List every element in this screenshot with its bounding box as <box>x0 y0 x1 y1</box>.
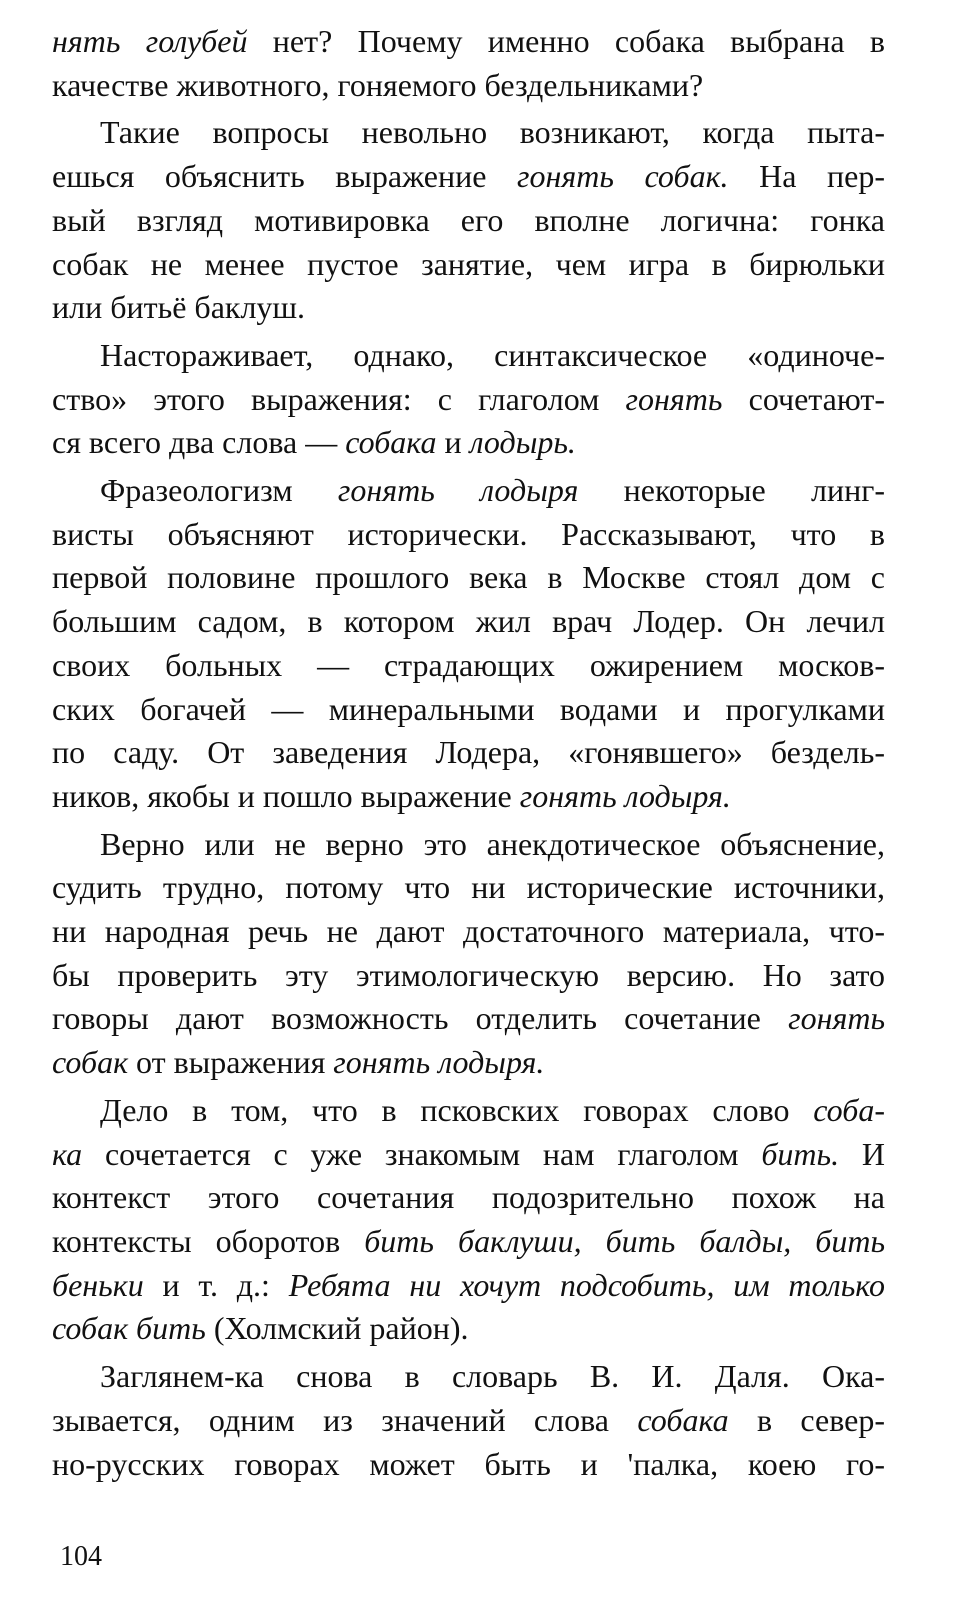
text-run: или битьё баклуш. <box>52 289 306 326</box>
italic-term: Ребята ни хочут подсобить, им только <box>288 1266 885 1303</box>
text-run: На пер- <box>728 158 886 195</box>
text-run: ся всего два слова — <box>52 424 346 461</box>
text-line <box>52 731 885 775</box>
italic-term: беньки <box>52 1266 144 1303</box>
text-line <box>52 1307 885 1351</box>
text-line <box>52 286 885 330</box>
italic-term: бить. <box>761 1135 840 1172</box>
text-line <box>52 199 885 243</box>
text-run: Заглянем-ка снова в словарь В. И. Даля. Ока- <box>100 1358 885 1395</box>
text-line <box>52 823 885 867</box>
text-line <box>52 1443 885 1487</box>
paragraph <box>52 823 885 1085</box>
paragraph <box>52 334 885 465</box>
text-run: вый взгляд мотивировка его вполне логична: гонка <box>52 201 885 238</box>
text-run: (Холмский район). <box>205 1310 469 1347</box>
italic-term: гонять лодыря. <box>333 1044 545 1081</box>
italic-term: бить баклуши, бить балды, бить <box>364 1222 885 1259</box>
text-run: контекст этого сочетания подозрительно похож на <box>52 1179 885 1216</box>
text-run: говоры дают возможность отделить сочетание <box>52 1000 789 1037</box>
italic-term: гонять лодыря <box>337 472 579 509</box>
text-run: в север- <box>728 1401 886 1438</box>
text-line <box>52 243 885 287</box>
paragraph <box>52 1355 885 1486</box>
text-line <box>52 600 885 644</box>
text-run: сочетают- <box>722 380 886 417</box>
text-run: контексты оборотов <box>52 1222 365 1259</box>
text-line <box>52 954 885 998</box>
italic-term: гонять собак. <box>517 158 729 195</box>
text-run: Настораживает, однако, синтаксическое «одиноче- <box>100 336 885 373</box>
text-run: своих больных — страдающих ожирением москов- <box>52 646 885 683</box>
text-line <box>52 556 885 600</box>
text-run: зывается, одним из значений слова <box>52 1401 638 1438</box>
text-line <box>52 997 885 1041</box>
text-line <box>52 1264 885 1308</box>
text-line <box>52 1089 885 1133</box>
text-line <box>52 1220 885 1264</box>
italic-term: собака <box>637 1401 729 1438</box>
page-number: 104 <box>60 1541 102 1572</box>
text-line <box>52 775 885 819</box>
text-run: нет? Почему именно собака выбрана в <box>247 23 886 59</box>
text-line <box>52 64 885 108</box>
italic-term: собак бить <box>52 1310 206 1347</box>
text-line <box>52 866 885 910</box>
text-run: Фразеологизм <box>100 472 338 509</box>
text-line <box>52 1133 885 1177</box>
paragraph <box>52 20 885 107</box>
text-run: ни народная речь не дают достаточного материала, что- <box>52 913 885 950</box>
text-run: некоторые линг- <box>578 472 886 509</box>
italic-term: нять голубей <box>52 23 248 59</box>
text-line <box>52 155 885 199</box>
text-run: первой половине прошлого века в Москве стоял дом с <box>52 559 885 596</box>
text-run: Такие вопросы невольно возникают, когда пыта- <box>100 114 885 151</box>
text-run: ешься объяснить выражение <box>52 158 518 195</box>
text-line <box>52 644 885 688</box>
italic-term: лодырь. <box>469 424 576 461</box>
text-line <box>52 1355 885 1399</box>
text-run: качестве животного, гоняемого бездельниками? <box>52 66 704 103</box>
text-run: судить трудно, потому что ни исторические источники, <box>52 869 885 906</box>
paragraph <box>52 1089 885 1351</box>
text-run: ство» этого выражения: с глаголом <box>52 380 626 417</box>
italic-term: гонять <box>788 1000 885 1037</box>
text-line <box>52 910 885 954</box>
italic-term: собака <box>345 424 437 461</box>
text-run: собак не менее пустое занятие, чем игра в бирюльки <box>52 245 885 282</box>
paragraph <box>52 111 885 330</box>
body-text <box>52 20 885 1486</box>
italic-term: гонять лодыря. <box>519 777 731 814</box>
text-run: висты объясняют исторически. Рассказывают, что в <box>52 515 885 552</box>
text-run: от выражения <box>128 1044 334 1081</box>
text-run: ских богачей — минеральными водами и прогулками <box>52 690 885 727</box>
text-line <box>52 469 885 513</box>
text-line <box>52 1176 885 1220</box>
text-run: по саду. От заведения Лодера, «гонявшего» бездель- <box>52 734 885 771</box>
text-line <box>52 1041 885 1085</box>
text-run: сочетается с уже знакомым нам глаголом <box>82 1135 762 1172</box>
paragraph <box>52 469 885 819</box>
text-run: Верно или не верно это анекдотическое объяснение, <box>100 825 885 862</box>
text-line <box>52 1399 885 1443</box>
text-run: И <box>839 1135 886 1172</box>
text-run: бы проверить эту этимологическую версию. Но зато <box>52 956 885 993</box>
text-line <box>52 378 885 422</box>
italic-term: гонять <box>625 380 723 417</box>
text-run: Дело в том, что в псковских говорах слово <box>100 1091 814 1128</box>
text-run: большим садом, в котором жил врач Лодер. Он лечил <box>52 603 885 640</box>
text-line <box>52 111 885 155</box>
text-line <box>52 688 885 732</box>
text-line <box>52 20 885 64</box>
text-line <box>52 421 885 465</box>
text-line <box>52 513 885 557</box>
italic-term: соба- <box>813 1091 885 1128</box>
text-run: и т. д.: <box>143 1266 289 1303</box>
text-line <box>52 334 885 378</box>
text-run: но-русских говорах может быть и 'палка, коею го- <box>52 1445 885 1482</box>
italic-term: собак <box>52 1044 129 1081</box>
italic-term: ка <box>52 1135 83 1172</box>
text-run: и <box>436 424 470 461</box>
text-run: ников, якобы и пошло выражение <box>52 777 520 814</box>
